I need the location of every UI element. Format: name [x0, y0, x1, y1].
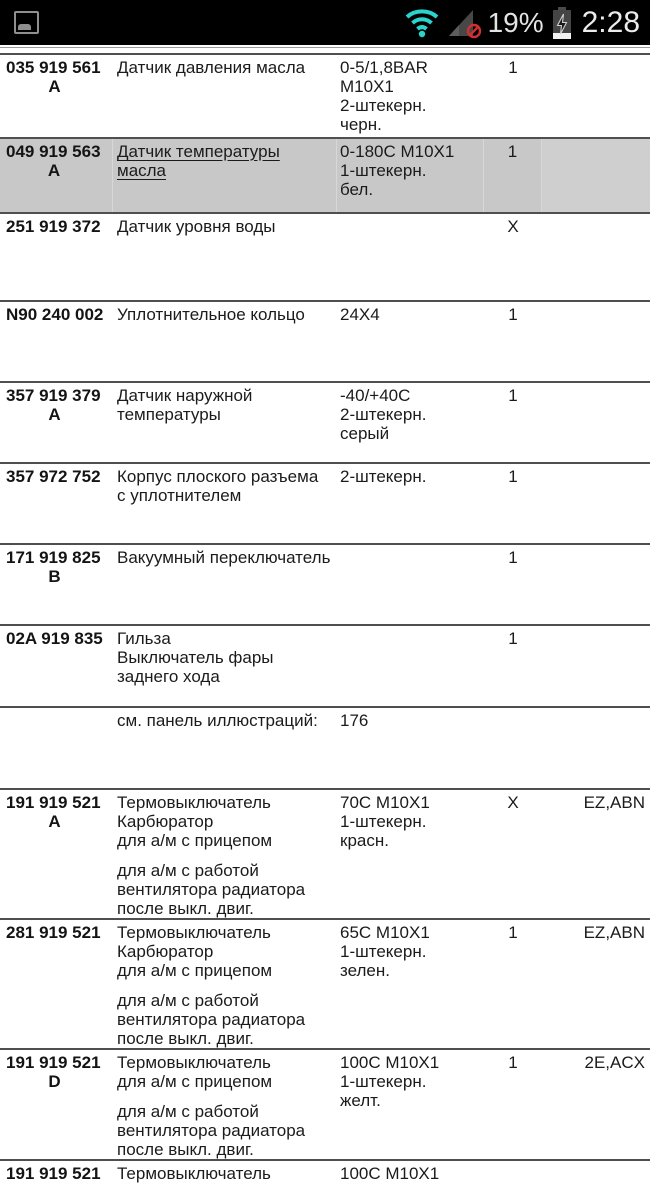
part-description-cell: [113, 545, 337, 624]
table-row[interactable]: [0, 137, 650, 212]
part-name-line: после выкл. двиг.: [117, 1029, 254, 1048]
part-name-line: Вакуумный переключатель: [117, 548, 331, 567]
part-number-text: 049 919 563: [6, 142, 101, 161]
part-models-cell: [542, 55, 650, 137]
table-row[interactable]: [0, 300, 650, 381]
part-description-cell: [113, 1161, 337, 1199]
part-name-line: температуры: [117, 405, 221, 424]
part-models-cell: [542, 545, 650, 624]
table-row[interactable]: [0, 1048, 650, 1159]
part-spec-line: 176: [340, 711, 369, 730]
part-number-suffix: B: [48, 567, 61, 586]
part-models-cell: [542, 708, 650, 788]
part-description-cell: [113, 302, 337, 381]
table-row[interactable]: [0, 788, 650, 918]
part-description-cell: [113, 708, 337, 788]
part-models-cell: 2E,ACX: [584, 1053, 645, 1072]
part-quantity-cell: 1: [508, 305, 518, 324]
part-number-cell: [0, 383, 113, 462]
table-row[interactable]: [0, 462, 650, 543]
part-spec-line: 65C M10X1: [340, 923, 430, 942]
part-spec-line: 24X4: [340, 305, 380, 324]
part-name-line: Датчик температуры: [117, 142, 280, 161]
part-number-text: 357 972 752: [6, 467, 101, 486]
table-row[interactable]: [0, 212, 650, 300]
part-spec-line: красн.: [340, 831, 389, 850]
part-spec-line: 2-штекерн.: [340, 96, 427, 115]
status-bar: [0, 0, 650, 45]
part-name-line: Термовыключатель: [117, 923, 271, 942]
part-quantity-cell: 1: [508, 629, 518, 648]
part-models-cell: [542, 626, 650, 706]
part-quantity-cell: 1: [508, 1053, 518, 1072]
part-number-cell: [0, 708, 113, 788]
part-number-cell: [0, 920, 113, 1048]
part-quantity-cell: [484, 708, 542, 788]
part-spec-line: M10X1: [340, 77, 394, 96]
table-row[interactable]: [0, 1159, 650, 1199]
part-name-line: с уплотнителем: [117, 486, 242, 505]
part-name-line: Выключатель фары: [117, 648, 274, 667]
part-spec-line: бел.: [340, 180, 374, 199]
part-models-cell: [542, 139, 650, 212]
clock-text: 2:28: [581, 5, 640, 39]
part-number-text: 191 919 521: [6, 793, 101, 812]
part-spec-line: 100C M10X1: [340, 1053, 440, 1072]
part-spec-line: 100C M10X1: [340, 1164, 440, 1183]
part-number-cell: [0, 139, 113, 212]
part-name-link[interactable]: [117, 142, 336, 180]
part-quantity-cell: 1: [508, 548, 518, 567]
part-description-cell: [113, 626, 337, 706]
part-name-line: заднего хода: [117, 667, 220, 686]
part-number-suffix: A: [47, 161, 61, 180]
table-row[interactable]: [0, 706, 650, 788]
statusbar-divider: [0, 45, 650, 53]
part-name-line: Термовыключатель: [117, 1053, 271, 1072]
part-name-line: Карбюратор: [117, 812, 214, 831]
part-number-cell: [0, 626, 113, 706]
blank-line: [117, 1091, 337, 1102]
part-spec-line: черн.: [340, 115, 382, 134]
part-models-cell: EZ,ABN: [583, 923, 645, 942]
part-name-line: вентилятора радиатора: [117, 880, 306, 899]
part-number-suffix: A: [48, 77, 61, 96]
part-name-line: Датчик давления масла: [117, 58, 306, 77]
part-number-cell: [0, 55, 113, 137]
part-spec-line: 1-штекерн.: [340, 1072, 427, 1091]
parts-table: [0, 53, 650, 1199]
part-name-line: после выкл. двиг.: [117, 899, 254, 918]
part-spec-cell: [337, 383, 484, 462]
part-spec-cell: [337, 626, 484, 706]
part-quantity-cell: 1: [508, 58, 518, 77]
part-spec-line: 2-штекерн.: [340, 467, 427, 486]
part-number-text: 357 919 379: [6, 386, 101, 405]
part-description-cell: [113, 464, 337, 543]
part-number-text: 191 919 521: [6, 1164, 101, 1183]
part-name-line: Датчик уровня воды: [117, 217, 276, 236]
part-name-line: вентилятора радиатора: [117, 1121, 306, 1140]
part-number-text: 191 919 521: [6, 1053, 101, 1072]
part-number-text: 281 919 521: [6, 923, 101, 942]
part-name-line: Гильза: [117, 629, 171, 648]
part-spec-cell: [337, 302, 484, 381]
blank-line: [117, 850, 337, 861]
part-number-cell: [0, 302, 113, 381]
part-spec-cell: [337, 139, 484, 212]
part-name-line: Датчик наружной: [117, 386, 253, 405]
part-description-cell: [113, 920, 337, 1048]
part-quantity-cell: X: [507, 793, 519, 812]
part-name-line: для а/м с прицепом: [117, 831, 273, 850]
part-description-cell: [113, 790, 337, 918]
wifi-icon: [404, 8, 440, 38]
part-spec-cell: [337, 1161, 484, 1199]
part-spec-cell: [337, 920, 484, 1048]
table-row[interactable]: [0, 918, 650, 1048]
part-quantity-cell: 1: [484, 139, 542, 212]
part-name-line: Корпус плоского разъема: [117, 467, 319, 486]
part-name-line: масла: [117, 161, 167, 180]
part-spec-line: серый: [340, 424, 390, 443]
part-name-line: Карбюратор: [117, 942, 214, 961]
part-models-cell: [542, 383, 650, 462]
part-name-line: вентилятора радиатора: [117, 1010, 306, 1029]
part-number-text: N90 240 002: [6, 305, 104, 324]
battery-percent-text: 19%: [487, 6, 544, 38]
part-spec-line: 1-штекерн.: [340, 812, 427, 831]
part-number-text: 171 919 825: [6, 548, 101, 567]
part-name-line: для а/м с работой: [117, 991, 259, 1010]
part-spec-line: 0-180C M10X1: [340, 142, 455, 161]
part-number-text: 035 919 561: [6, 58, 101, 77]
part-spec-cell: [337, 55, 484, 137]
part-name-line: для а/м с работой: [117, 861, 259, 880]
part-models-cell: [542, 1161, 650, 1199]
part-name-line: после выкл. двиг.: [117, 1140, 254, 1159]
part-spec-cell: [337, 790, 484, 918]
part-quantity-cell: 1: [508, 467, 518, 486]
part-spec-line: зелен.: [340, 961, 390, 980]
part-number-cell: [0, 464, 113, 543]
part-spec-line: 2-штекерн.: [340, 405, 427, 424]
part-number-suffix: A: [48, 812, 61, 831]
part-spec-line: 1-штекерн.: [340, 942, 427, 961]
part-number-cell: [0, 790, 113, 918]
part-spec-line: 0-5/1,8BAR: [340, 58, 428, 77]
part-models-cell: EZ,ABN: [583, 793, 645, 812]
part-quantity-cell: 1: [508, 386, 518, 405]
part-models-cell: [542, 302, 650, 381]
table-row[interactable]: [0, 53, 650, 137]
part-number-cell: [0, 1050, 113, 1159]
part-description-cell: [113, 383, 337, 462]
part-description-cell: [113, 214, 337, 300]
table-row[interactable]: [0, 381, 650, 462]
part-spec-line: 1-штекерн.: [340, 161, 427, 180]
part-description-cell: [113, 1050, 337, 1159]
part-spec-cell: [337, 214, 484, 300]
part-number-text: 02A 919 835: [6, 629, 103, 648]
part-number-suffix: D: [48, 1072, 61, 1091]
part-name-line: для а/м с прицепом: [117, 1072, 273, 1091]
part-description-cell: [113, 139, 337, 212]
part-number-text: 251 919 372: [6, 217, 101, 236]
table-row[interactable]: [0, 624, 650, 706]
part-name-line: см. панель иллюстраций:: [117, 711, 318, 730]
part-number-suffix: A: [48, 405, 61, 424]
part-quantity-cell: X: [507, 217, 519, 236]
part-name-line: Термовыключатель: [117, 793, 271, 812]
table-row[interactable]: [0, 543, 650, 624]
part-description-cell: [113, 55, 337, 137]
blank-line: [117, 980, 337, 991]
signal-strength-icon: [447, 8, 481, 38]
part-number-cell: [0, 214, 113, 300]
part-spec-line: 70C M10X1: [340, 793, 430, 812]
part-name-line: Уплотнительное кольцо: [117, 305, 305, 324]
part-quantity-cell: 1: [508, 923, 518, 942]
part-spec-cell: [337, 545, 484, 624]
gallery-icon: [14, 11, 39, 34]
part-name-line: для а/м с прицепом: [117, 961, 273, 980]
part-number-cell: [0, 545, 113, 624]
part-models-cell: [542, 464, 650, 543]
part-spec-cell: [337, 464, 484, 543]
part-models-cell: [542, 214, 650, 300]
battery-charging-icon: [551, 6, 573, 40]
part-name-line: для а/м с работой: [117, 1102, 259, 1121]
part-spec-cell: [337, 1050, 484, 1159]
part-quantity-cell: [484, 1161, 542, 1199]
part-spec-line: желт.: [340, 1091, 381, 1110]
part-spec-cell: [337, 708, 484, 788]
part-spec-line: -40/+40C: [340, 386, 411, 405]
part-number-cell: [0, 1161, 113, 1199]
part-name-line: Термовыключатель: [117, 1164, 271, 1183]
